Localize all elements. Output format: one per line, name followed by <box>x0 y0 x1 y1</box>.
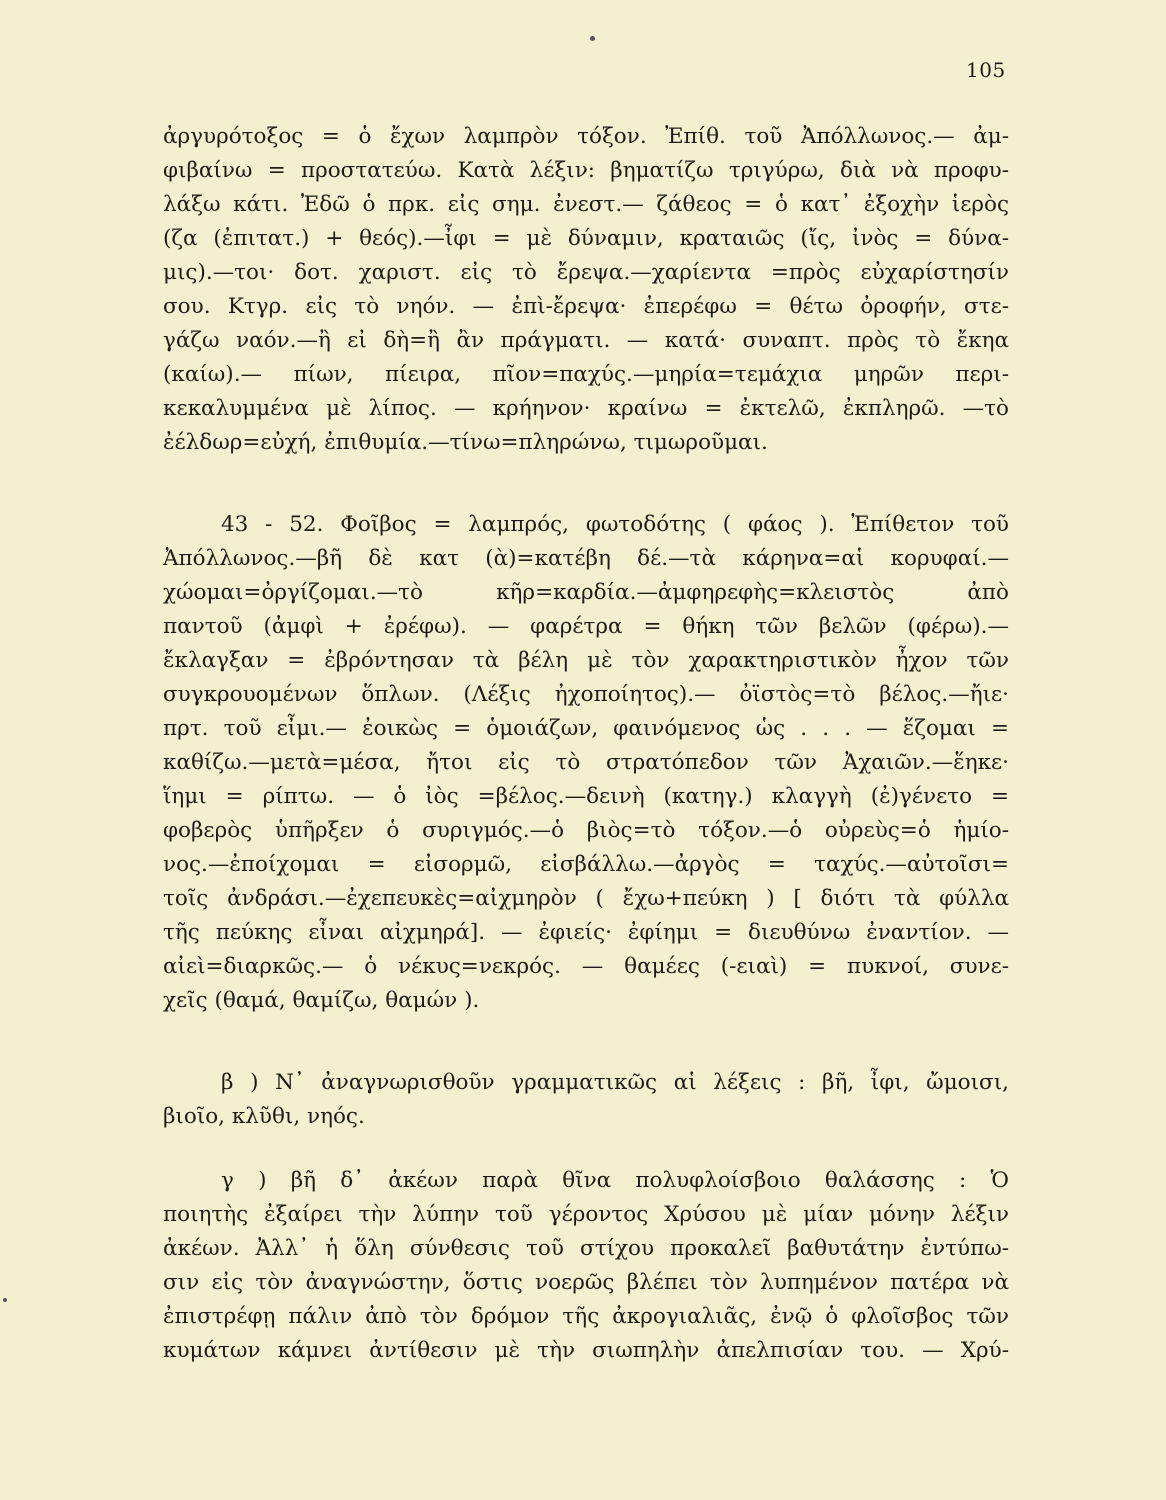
text-line: κεκαλυμμένα μὲ λίπος. — κρήηνον· κραίνω = ἐκτελῶ, ἐκπληρῶ. —τὸ <box>163 396 1009 421</box>
text-line: τοῖς ἀνδράσι.—ἐχεπευκὲς=αἰχμηρὸν ( ἔχω+πεύκη ) [ διότι τὰ φύλλα <box>163 886 1009 911</box>
text-line: ἵημι = ρίπτω. — ὁ ἰὸς =βέλος.—δεινὴ (κατηγ.) κλαγγὴ (ἐ)γένετο = <box>163 784 1009 809</box>
text-line: ἀκέων. Ἀλλ᾽ ἡ ὅλη σύνθεσις τοῦ στίχου προκαλεῖ βαθυτάτην ἐντύπω- <box>163 1236 1009 1261</box>
text-line: χώομαι=ὀργίζομαι.—τὸ κῆρ=καρδία.—ἀμφηρεφὴς=κλειστὸς ἀπὸ <box>163 580 1009 605</box>
text-line: γ ) βῆ δ᾽ ἀκέων παρὰ θῖνα πολυφλοίσβοιο θαλάσσης : Ὁ <box>221 1168 1009 1193</box>
text-line: σιν εἰς τὸν ἀναγνώστην, ὅστις νοερῶς βλέπει τὸν λυπημένον πατέρα νὰ <box>163 1270 1009 1295</box>
text-line: παντοῦ (ἀμφὶ + ἐρέφω). — φαρέτρα = θήκη τῶν βελῶν (φέρω).— <box>163 614 1009 639</box>
page-number: 105 <box>966 58 1006 82</box>
text-line: νος.—ἐποίχομαι = εἰσορμῶ, εἰσβάλλω.—ἀργὸς = ταχύς.—αὐτοῖσι= <box>163 852 1009 877</box>
text-line: (καίω).— πίων, πίειρα, πῖον=παχύς.—μηρία=τεμάχια μηρῶν περι- <box>163 362 1009 387</box>
text-line: φιβαίνω = προστατεύω. Κατὰ λέξιν: βηματίζω τριγύρω, διὰ νὰ προφυ- <box>163 158 1009 183</box>
text-line: (ζα (ἐπιτατ.) + θεός).—ἶφι = μὲ δύναμιν, κραταιῶς (ἴς, ἰνὸς = δύνα- <box>163 226 1009 251</box>
text-line: ἐπιστρέφῃ πάλιν ἀπὸ τὸν δρόμον τῆς ἀκρογιαλιᾶς, ἐνῷ ὁ φλοῖσβος τῶν <box>163 1304 1009 1329</box>
text-line: τῆς πεύκης εἶναι αἰχμηρά]. — ἐφιείς· ἐφίημι = διευθύνω ἐναντίον. — <box>163 920 1009 945</box>
text-line: ποιητὴς ἐξαίρει τὴν λύπην τοῦ γέροντος Χρύσου μὲ μίαν μόνην λέξιν <box>163 1202 1009 1227</box>
text-line: λάξω κάτι. Ἐδῶ ὁ πρκ. εἰς σημ. ἐνεστ.— ζάθεος = ὁ κατ᾽ ἐξοχὴν ἱερὸς <box>163 192 1009 217</box>
text-line: ἀργυρότοξος = ὁ ἔχων λαμπρὸν τόξον. Ἐπίθ. τοῦ Ἀπόλλωνος.— ἀμ- <box>163 124 1009 149</box>
text-line: καθίζω.—μετὰ=μέσα, ἤτοι εἰς τὸ στρατόπεδον τῶν Ἀχαιῶν.—ἕηκε· <box>163 750 1009 775</box>
text-line: σου. Κτγρ. εἰς τὸ νηόν. — ἐπὶ-ἔρεψα· ἐπερέφω = θέτω ὀροφήν, στε- <box>163 294 1009 319</box>
text-line: Ἀπόλλωνος.—βῆ δὲ κατ (ὰ)=κατέβη δέ.—τὰ κάρηνα=αἱ κορυφαί.— <box>163 546 1009 571</box>
text-line: γάζω ναόν.—ἢ εἰ δὴ=ἢ ἂν πράγματι. — κατά· συναπτ. πρὸς τὸ ἔκηα <box>163 328 1009 353</box>
text-line: βιοῖο, κλῦθι, νηός. <box>163 1104 365 1129</box>
ink-speck <box>3 1298 7 1302</box>
text-line: χεῖς (θαμά, θαμίζω, θαμών ). <box>163 988 480 1013</box>
ink-speck <box>590 36 595 41</box>
text-line: ἔκλαγξαν = ἐβρόντησαν τὰ βέλη μὲ τὸν χαρακτηριστικὸν ἦχον τῶν <box>163 648 1009 673</box>
text-line: πρτ. τοῦ εἶμι.— ἐοικὼς = ὁμοιάζων, φαινόμενος ὡς . . . — ἕζομαι = <box>163 716 1009 741</box>
text-line: κυμάτων κάμνει ἀντίθεσιν μὲ τὴν σιωπηλὴν ἀπελπισίαν του. — Χρύ- <box>163 1338 1009 1363</box>
text-line: μις).—τοι· δοτ. χαριστ. εἰς τὸ ἔρεψα.—χαρίεντα =πρὸς εὐχαρίστησίν <box>163 260 1009 285</box>
text-line: αἰεὶ=διαρκῶς.— ὁ νέκυς=νεκρός. — θαμέες (-ειαὶ) = πυκνοί, συνε- <box>163 954 1009 979</box>
text-line: φοβερὸς ὑπῆρξεν ὁ συριγμός.—ὁ βιὸς=τὸ τόξον.—ὁ οὐρεὺς=ὁ ἡμίο- <box>163 818 1009 843</box>
text-line: συγκρουομένων ὅπλων. (Λέξις ἠχοποίητος).— ὀϊστὸς=τὸ βέλος.—ἤιε· <box>163 682 1009 707</box>
text-line: 43 - 52. Φοῖβος = λαμπρός, φωτοδότης ( φάος ). Ἐπίθετον τοῦ <box>221 512 1009 537</box>
text-line: β ) Ν᾽ ἀναγνωρισθοῦν γραμματικῶς αἱ λέξεις : βῆ, ἶφι, ὤμοισι, <box>221 1070 1009 1095</box>
text-line: ἐέλδωρ=εὐχή, ἐπιθυμία.—τίνω=πληρώνω, τιμωροῦμαι. <box>163 430 768 455</box>
